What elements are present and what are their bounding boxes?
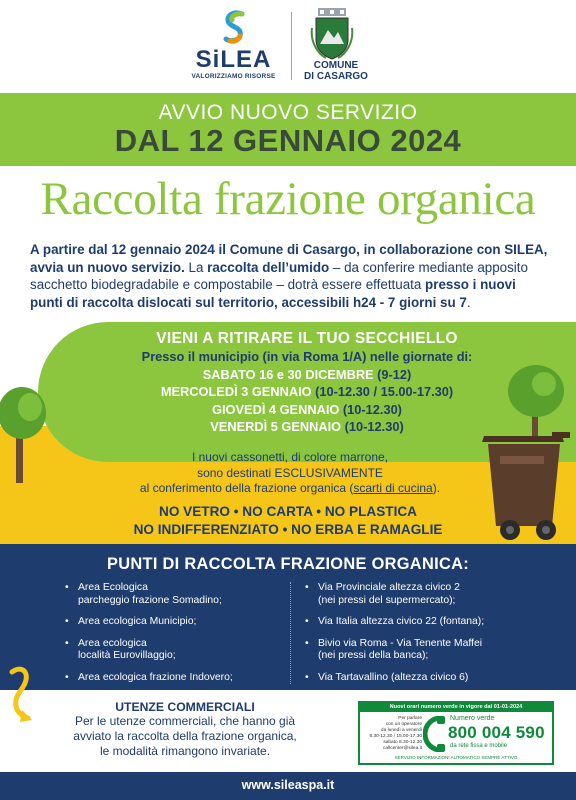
pickup-date-row: VENERDÌ 5 GENNAIO (10-12.30) [210, 419, 404, 434]
pickup-date-row: MERCOLEDÌ 3 GENNAIO (10-12.30 / 15.00-17.30) [160, 384, 454, 399]
numero-verde-sub: da rete fissa e mobile [450, 743, 508, 749]
band-subtitle: AVVIO NUOVO SERVIZIO [158, 101, 418, 124]
numero-verde-label: Numero verde [450, 715, 495, 722]
band-date: DAL 12 GENNAIO 2024 [114, 123, 462, 158]
pickup-heading: VIENI A RITIRARE IL TUO SECCHIELLO [156, 330, 458, 347]
list-item: • Area ecologica frazione Indovero; [65, 672, 295, 685]
list-item: • Area ecologica Municipio; [65, 616, 295, 629]
collection-points-left [65, 582, 295, 693]
website-link[interactable]: www.sileaspa.it [241, 778, 335, 792]
pickup-date-row: SABATO 16 e 30 DICEMBRE (9-12) [202, 366, 412, 382]
comune-label: COMUNE DI CASARGO [304, 60, 368, 82]
phone-icon [423, 716, 447, 752]
pickup-date-row: GIOVEDÌ 4 GENNAIO (10-12.30) [212, 401, 402, 417]
silea-wordmark: SiLEA [195, 46, 272, 73]
announcement-band [0, 93, 576, 166]
numero-verde-hours: Per parlare con un operatore da lunedì a venerdì 8.30-12.30 / 15.00-17.30 sabato 8.30-12.30 callcenter@silea.it [369, 716, 422, 751]
list-item: • Bivio via Roma - Via Tenente Maffei (nei pressi della banca); [305, 638, 545, 663]
list-item: • Via Tartavallino (altezza civico 6) [305, 672, 545, 685]
numero-verde-number: 800 004 590 [448, 723, 545, 742]
pickup-scene [0, 318, 576, 544]
commercial-title: UTENZE COMMERCIALI [115, 700, 255, 714]
list-item: • Area ecologica località Eurovillaggio; [65, 638, 295, 663]
pickup-subtitle: Presso il municipio (in via Roma 1/A) nelle giornate di: [141, 349, 473, 364]
list-item: • Via Provinciale altezza civico 2 (nei pressi del supermercato); [305, 582, 545, 607]
commercial-text: Per le utenze commerciali, che hanno già avviato la raccolta della frazione organica, le modalità rimangono invariate. [73, 714, 297, 758]
collection-points-title: PUNTI DI RACCOLTA FRAZIONE ORGANICA: [107, 555, 469, 573]
prohibited-items: NO VETRO • NO CARTA • NO PLASTICA NO INDIFFERENZIATO • NO ERBA E RAMAGLIE [133, 504, 443, 537]
header-divider [291, 12, 292, 80]
bin-description: I nuovi cassonetti, di colore marrone, sono destinati ESCLUSIVAMENTE al conferimento della frazione organica (scarti di cucina). [139, 450, 441, 495]
numero-verde-header: Nuovi orari numero verde in vigore dal 01-01-2024 [360, 703, 552, 712]
header [0, 0, 576, 92]
collection-points-right [305, 582, 545, 693]
curved-arrow-icon [6, 664, 50, 724]
footer [0, 772, 576, 800]
silea-swirl-icon [222, 10, 248, 44]
list-item: • Area Ecologica parcheggio frazione Somadino; [65, 582, 295, 607]
numero-verde-footer: SERVIZIO INFORMAZIONI AUTOMATICO SEMPRE ATTIVO [394, 755, 518, 760]
numero-verde-box [358, 701, 554, 765]
list-item: • Via Italia altezza civico 22 (fontana); [305, 616, 545, 629]
pickup-schedule [38, 322, 576, 436]
column-divider [290, 582, 291, 684]
collection-points-section [0, 544, 576, 690]
page-title: Raccolta frazione organica [40, 173, 536, 225]
casargo-crest-icon [310, 8, 354, 60]
silea-tagline: VALORIZZIAMO RISORSE [191, 73, 276, 80]
silea-logo [186, 10, 281, 88]
intro-paragraph: A partire dal 12 gennaio 2024 il Comune di Casargo, in collaborazione con SILEA, avvia un nuovo servizio. La raccolta dell’umido – da conferire mediante apposito sacchetto biodegradabile e compostabile – dotrà essere effettuata presso i nuovi punti di raccolta dislocati sul territorio, accessibili h24 - 7 giorni su 7. [30, 242, 548, 310]
